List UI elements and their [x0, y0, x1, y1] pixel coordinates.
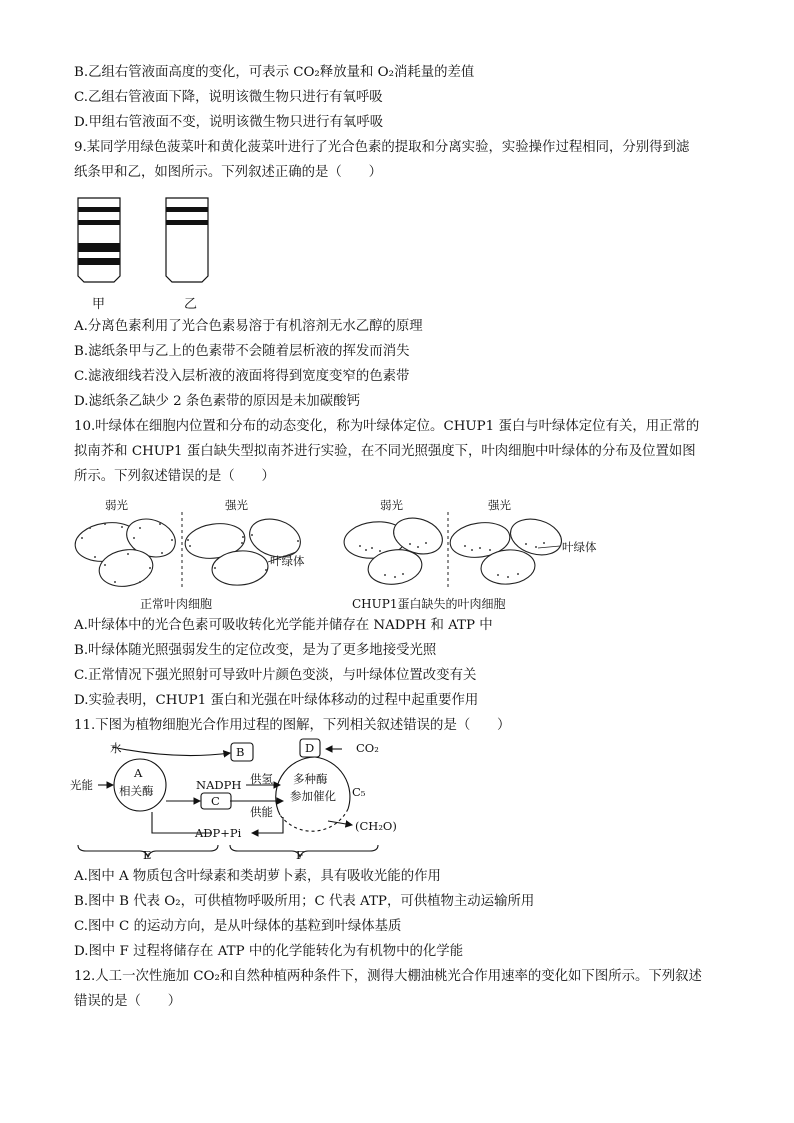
- q11-nadph-label: NADPH: [196, 778, 242, 792]
- q10-option-d: D.实验表明，CHUP1 蛋白和光强在叶绿体移动的过程中起重要作用: [74, 693, 479, 708]
- q10-stem-line3: 所示。下列叙述错误的是（ ）: [74, 469, 275, 484]
- q10-option-b: B.叶绿体随光照强弱发生的定位改变，是为了更多地接受光照: [74, 643, 437, 658]
- q11-enzyme-line1: 多种酶: [293, 772, 328, 786]
- q10-mutant-chloroplast-label: 叶绿体: [562, 540, 597, 554]
- q11-a-label: A: [134, 766, 143, 780]
- q11-light-label: 光能: [70, 778, 93, 792]
- strip-yi: [166, 198, 208, 282]
- q9-stem-line2: 纸条甲和乙，如图所示。下列叙述正确的是（ ）: [74, 165, 382, 180]
- q10-mutant-cells-figure: [340, 510, 570, 590]
- q11-co2-label: CO₂: [356, 741, 379, 755]
- q11-energy-supply-label: 供能: [250, 805, 273, 819]
- q9-filter-paper-figure: [70, 196, 230, 290]
- q9-option-b: B.滤纸条甲与乙上的色素带不会随着层析液的挥发而消失: [74, 344, 410, 359]
- q11-option-a: A.图中 A 物质包含叶绿素和类胡萝卜素，具有吸收光能的作用: [74, 869, 441, 884]
- q11-option-c: C.图中 C 的运动方向，是从叶绿体的基粒到叶绿体基质: [74, 919, 402, 934]
- q10-option-a: A.叶绿体中的光合色素可吸收转化光学能并储存在 NADPH 和 ATP 中: [74, 618, 493, 633]
- q11-e-label: E: [143, 848, 152, 862]
- q11-d-label: D: [305, 741, 315, 755]
- q11-option-d: D.图中 F 过程将储存在 ATP 中的化学能转化为有机物中的化学能: [74, 944, 464, 959]
- q11-ch2o-label: (CH₂O): [355, 819, 397, 833]
- q10-normal-strong-label: 强光: [225, 498, 248, 512]
- q11-a-enzyme-label: 相关酶: [119, 784, 154, 798]
- q10-normal-caption: 正常叶肉细胞: [140, 597, 213, 611]
- q12-stem-line2: 错误的是（ ）: [74, 994, 182, 1009]
- strip-jia: [78, 198, 120, 282]
- q11-c-label: C: [211, 794, 220, 808]
- q11-water-label: 水: [110, 741, 122, 755]
- q12-stem-line1: 12.人工一次性施加 CO₂和自然种植两种条件下，测得大棚油桃光合作用速率的变化如下图所示。下列叙述: [74, 969, 702, 984]
- q10-mutant-caption: CHUP1蛋白缺失的叶肉细胞: [352, 597, 506, 611]
- label-yi: 乙: [184, 297, 198, 312]
- option-b-prev: B.乙组右管液面高度的变化，可表示 CO₂释放量和 O₂消耗量的差值: [74, 65, 475, 80]
- q11-c5-label: C₅: [352, 785, 366, 799]
- label-jia: 甲: [92, 297, 106, 312]
- q10-mutant-strong-label: 强光: [488, 498, 511, 512]
- option-d-prev: D.甲组右管液面不变，说明该微生物只进行有氧呼吸: [74, 115, 384, 130]
- q11-enzyme-line2: 参加催化: [290, 789, 336, 803]
- q9-option-c: C.滤液细线若没入层析液的液面将得到宽度变窄的色素带: [74, 369, 410, 384]
- option-c-prev: C.乙组右管液面下降，说明该微生物只进行有氧呼吸: [74, 90, 383, 105]
- q9-stem-line1: 9.某同学用绿色菠菜叶和黄化菠菜叶进行了光合色素的提取和分离实验，实验操作过程相同，分别得到滤: [74, 140, 690, 155]
- q11-f-label: F: [296, 848, 304, 862]
- q11-option-b: B.图中 B 代表 O₂，可供植物呼吸所用；C 代表 ATP，可供植物主动运输所用: [74, 894, 535, 909]
- q11-adp-label: ADP+Pi: [195, 826, 242, 840]
- q10-mutant-weak-label: 弱光: [380, 498, 403, 512]
- q10-stem-line2: 拟南芥和 CHUP1 蛋白缺失型拟南芥进行实验，在不同光照强度下，叶肉细胞中叶绿体的分布及位置如图: [74, 444, 696, 459]
- q11-b-label: B: [236, 745, 245, 759]
- q11-stem: 11.下图为植物细胞光合作用过程的图解，下列相关叙述错误的是（ ）: [74, 718, 511, 733]
- q10-normal-chloroplast-label: 叶绿体: [270, 554, 305, 568]
- q9-option-a: A.分离色素利用了光合色素易溶于有机溶剂无水乙醇的原理: [74, 319, 423, 334]
- q9-option-d: D.滤纸条乙缺少 2 条色素带的原因是未加碳酸钙: [74, 394, 360, 409]
- q11-h-supply-label: 供氢: [250, 772, 273, 786]
- q10-option-c: C.正常情况下强光照射可导致叶片颜色变淡，与叶绿体位置改变有关: [74, 668, 477, 683]
- q10-normal-weak-label: 弱光: [105, 498, 128, 512]
- q10-stem-line1: 10.叶绿体在细胞内位置和分布的动态变化，称为叶绿体定位。CHUP1 蛋白与叶绿体定位有关，用正常的: [74, 419, 700, 434]
- q10-normal-cells-figure: [70, 510, 320, 590]
